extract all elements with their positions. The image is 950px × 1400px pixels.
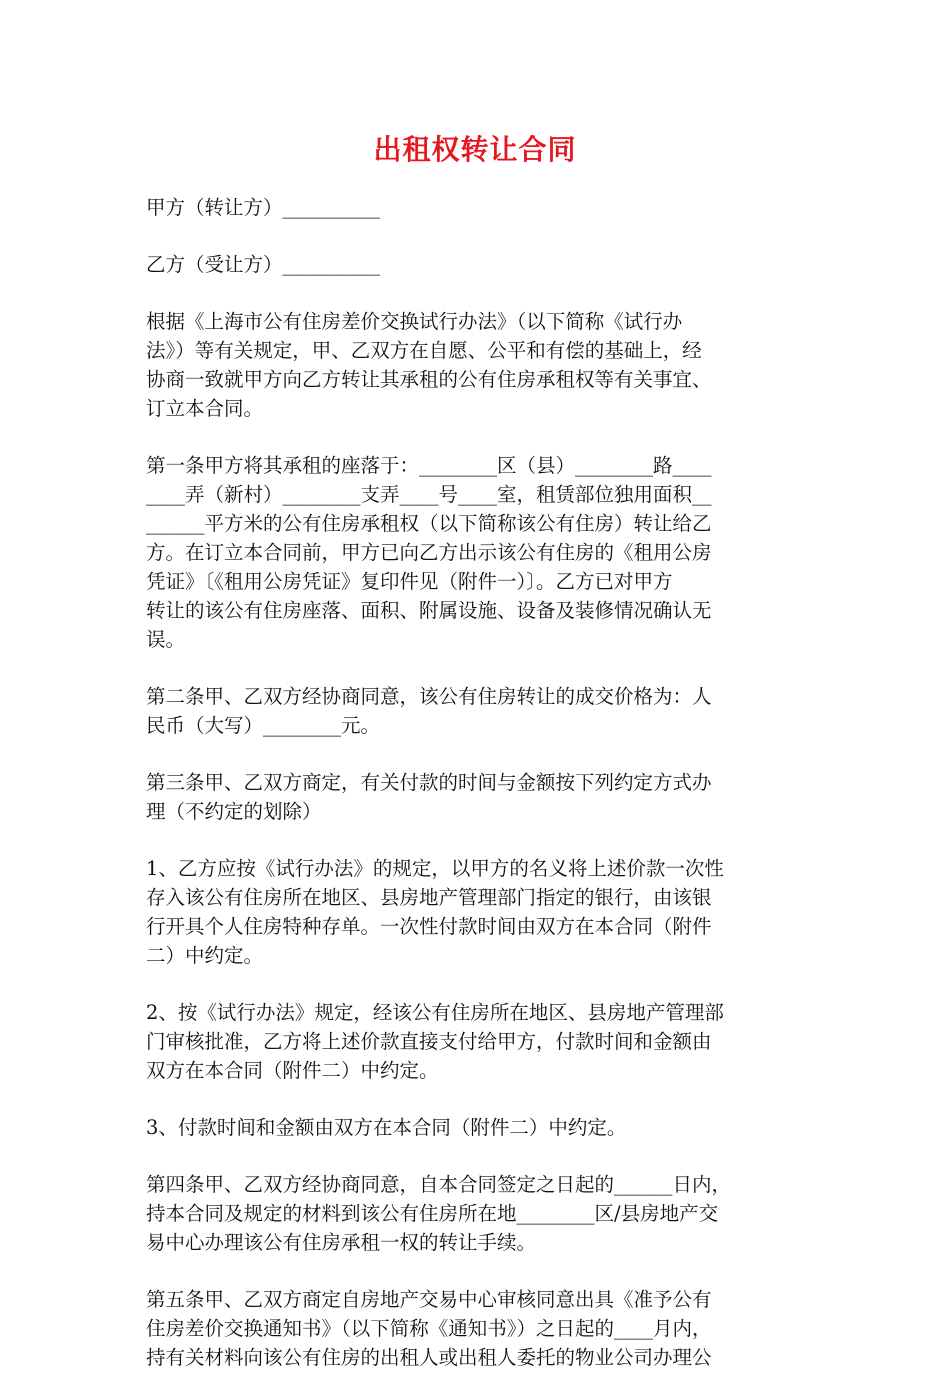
paragraph	[146, 193, 816, 222]
paragraph-line: 行开具个人住房特种存单。一次性付款时间由双方在本合同（附件	[146, 915, 712, 938]
paragraph-line: 第二条甲、乙双方经协商同意，该公有住房转让的成交价格为：人	[146, 685, 712, 708]
paragraph	[146, 854, 816, 970]
paragraph-line: 理（不约定的划除）	[146, 800, 322, 823]
paragraph	[146, 307, 816, 423]
paragraph	[146, 768, 816, 826]
paragraph-line: 门审核批准，乙方将上述价款直接支付给甲方，付款时间和金额由	[146, 1030, 712, 1053]
document-title: 出租权转让合同	[373, 133, 577, 166]
paragraph-line: 二）中约定。	[146, 944, 264, 967]
paragraph-line: 2、按《试行办法》规定，经该公有住房所在地区、县房地产管理部	[146, 1001, 724, 1024]
paragraph-line: ______平方米的公有住房承租权（以下简称该公有住房）转让给乙	[146, 512, 712, 535]
paragraph-line: ____弄（新村）________支弄____号____室，租赁部位独用面积__	[146, 483, 712, 506]
paragraph-line: 订立本合同。	[146, 397, 264, 420]
paragraph	[146, 1285, 816, 1372]
paragraph	[146, 1170, 816, 1257]
paragraph-line: 持本合同及规定的材料到该公有住房所在地________区/县房地产交	[146, 1202, 719, 1225]
paragraph	[146, 250, 816, 279]
paragraph-line: 第三条甲、乙双方商定，有关付款的时间与金额按下列约定方式办	[146, 771, 712, 794]
paragraph-line: 持有关材料向该公有住房的出租人或出租人委托的物业公司办理公	[146, 1346, 712, 1369]
paragraph-line: 存入该公有住房所在地区、县房地产管理部门指定的银行，由该银	[146, 886, 712, 909]
paragraph-line: 第五条甲、乙双方商定自房地产交易中心审核同意出具《准予公有	[146, 1288, 712, 1311]
paragraph-line: 法》）等有关规定，甲、乙双方在自愿、公平和有偿的基础上，经	[146, 339, 702, 362]
paragraph-line: 双方在本合同（附件二）中约定。	[146, 1059, 439, 1082]
paragraph-line: 乙方（受让方）__________	[146, 253, 381, 276]
paragraph-line: 根据《上海市公有住房差价交换试行办法》（以下简称《试行办	[146, 310, 683, 333]
document-body	[146, 193, 816, 1400]
paragraph	[146, 682, 816, 740]
paragraph-line: 1、乙方应按《试行办法》的规定，以甲方的名义将上述价款一次性	[146, 857, 724, 880]
paragraph	[146, 1113, 816, 1142]
paragraph-line: 易中心办理该公有住房承租一权的转让手续。	[146, 1231, 537, 1254]
paragraph-line: 方。在订立本合同前，甲方已向乙方出示该公有住房的《租用公房	[146, 541, 712, 564]
paragraph	[146, 998, 816, 1085]
paragraph-line: 转让的该公有住房座落、面积、附属设施、设备及装修情况确认无	[146, 599, 712, 622]
paragraph-line: 民币（大写）________元。	[146, 714, 381, 737]
paragraph-line: 3、付款时间和金额由双方在本合同（附件二）中约定。	[146, 1116, 627, 1139]
paragraph	[146, 451, 816, 654]
paragraph-line: 凭证》〔《租用公房凭证》复印件见（附件一）〕。乙方已对甲方	[146, 570, 673, 593]
paragraph-line: 第四条甲、乙双方经协商同意，自本合同签定之日起的______日内，	[146, 1173, 732, 1196]
paragraph-line: 第一条甲方将其承租的座落于：________区（县）________路____	[146, 454, 712, 477]
paragraph-line: 住房差价交换通知书》（以下简称《通知书》）之日起的____月内，	[146, 1317, 712, 1340]
paragraph-line: 甲方（转让方）__________	[146, 196, 381, 219]
paragraph-line: 误。	[146, 628, 186, 651]
paragraph-line: 协商一致就甲方向乙方转让其承租的公有住房承租权等有关事宜、	[146, 368, 712, 391]
